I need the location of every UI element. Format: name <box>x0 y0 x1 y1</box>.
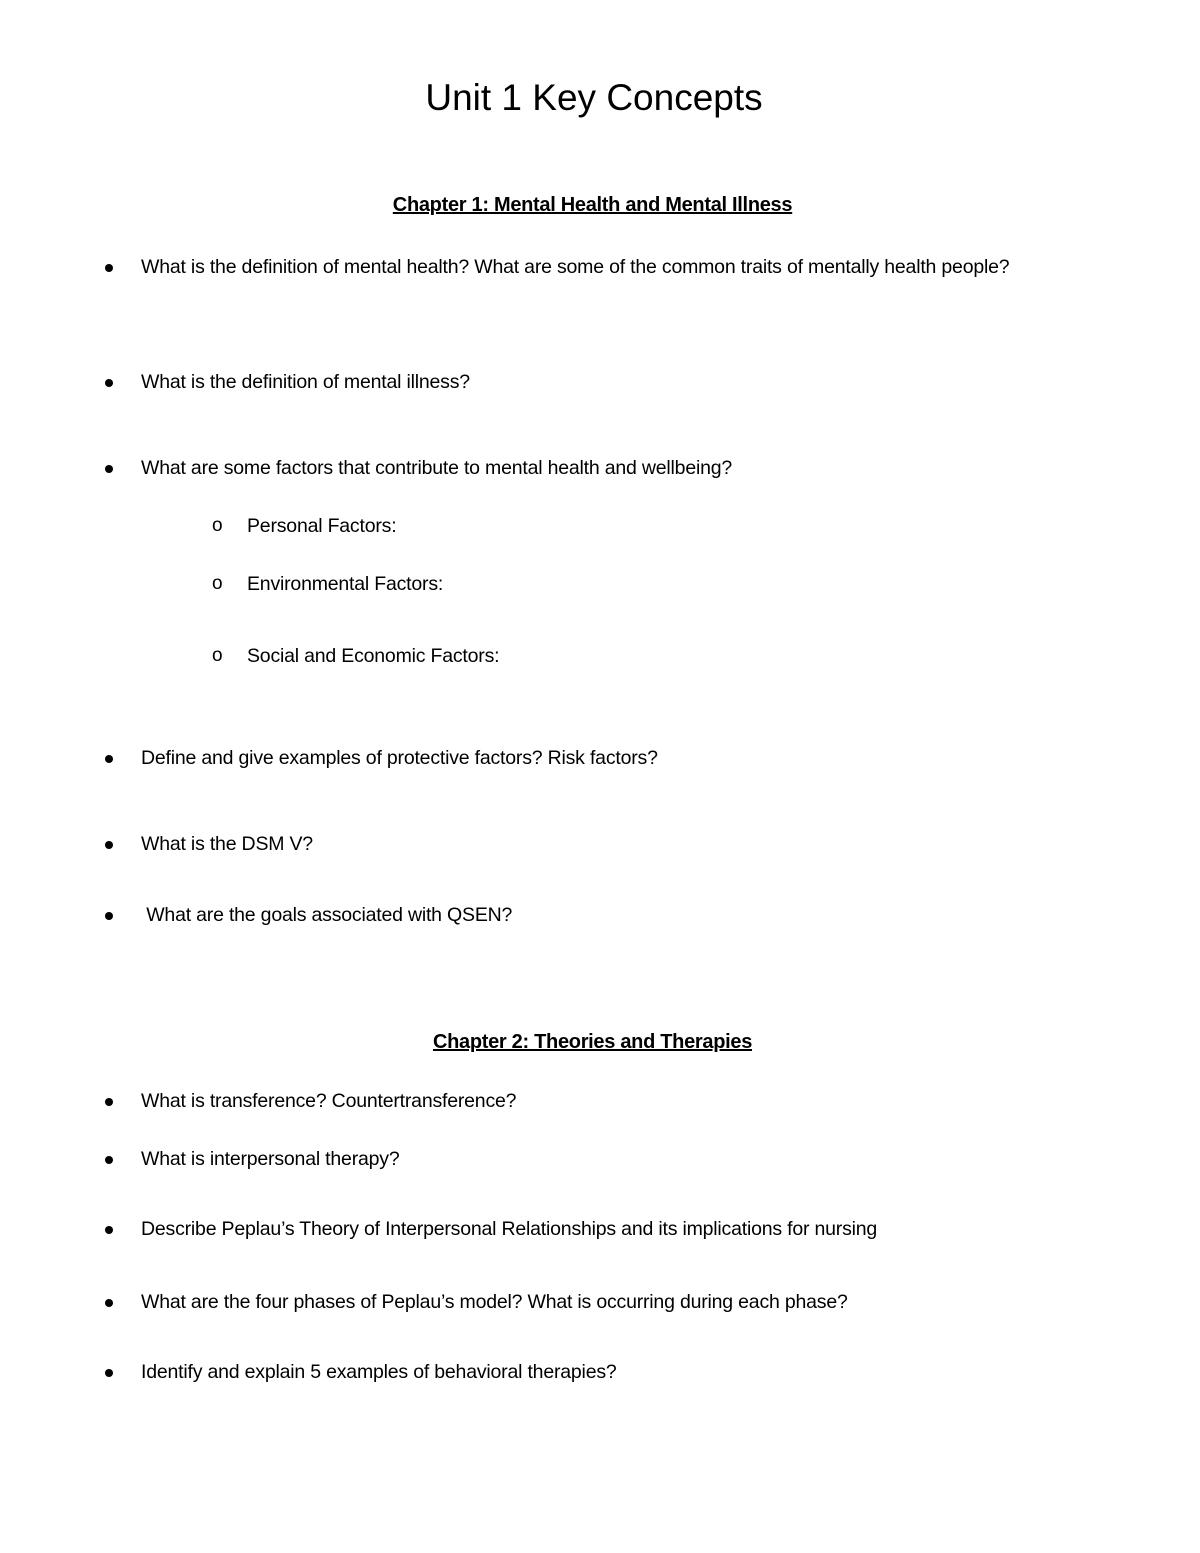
sub-list-item-text: Environmental Factors: <box>247 573 444 595</box>
sub-list-item-text: Social and Economic Factors: <box>247 645 500 667</box>
circle-bullet-icon: o <box>212 515 223 536</box>
sub-list-item-text: Personal Factors: <box>247 515 397 537</box>
list-item-text: What is transference? Countertransference? <box>141 1090 517 1112</box>
list-item-text: What are some factors that contribute to mental health and wellbeing? <box>141 457 733 479</box>
bullet-icon <box>105 755 113 763</box>
circle-bullet-icon: o <box>212 645 223 666</box>
list-item-text: What is the DSM V? <box>141 833 313 855</box>
list-item-text: What is the definition of mental health? What are some of the common traits of mentally health people? <box>141 256 1010 278</box>
list-item-text: What are the four phases of Peplau’s model? What is occurring during each phase? <box>141 1291 848 1313</box>
bullet-icon <box>105 1369 113 1377</box>
bullet-icon <box>105 841 113 849</box>
bullet-icon <box>105 1226 113 1234</box>
bullet-icon <box>105 1156 113 1164</box>
list-item-text: What is the definition of mental illness? <box>141 371 470 393</box>
bullet-icon <box>105 912 113 920</box>
circle-bullet-icon: o <box>212 573 223 594</box>
list-item-text: Identify and explain 5 examples of behavioral therapies? <box>141 1361 617 1383</box>
bullet-icon <box>105 465 113 473</box>
list-item-text: What are the goals associated with QSEN? <box>141 904 513 926</box>
list-item-text: Describe Peplau’s Theory of Interpersonal Relationships and its implications for nursing <box>141 1218 878 1240</box>
page-title: Unit 1 Key Concepts <box>425 77 763 118</box>
bullet-icon <box>105 379 113 387</box>
chapter-2-heading: Chapter 2: Theories and Therapies <box>432 1031 753 1053</box>
bullet-icon <box>105 1299 113 1307</box>
list-item-text: What is interpersonal therapy? <box>141 1148 400 1170</box>
chapter-1-heading: Chapter 1: Mental Health and Mental Illness <box>392 194 793 216</box>
list-item-text: Define and give examples of protective factors? Risk factors? <box>141 747 658 769</box>
bullet-icon <box>105 264 113 272</box>
bullet-icon <box>105 1098 113 1106</box>
